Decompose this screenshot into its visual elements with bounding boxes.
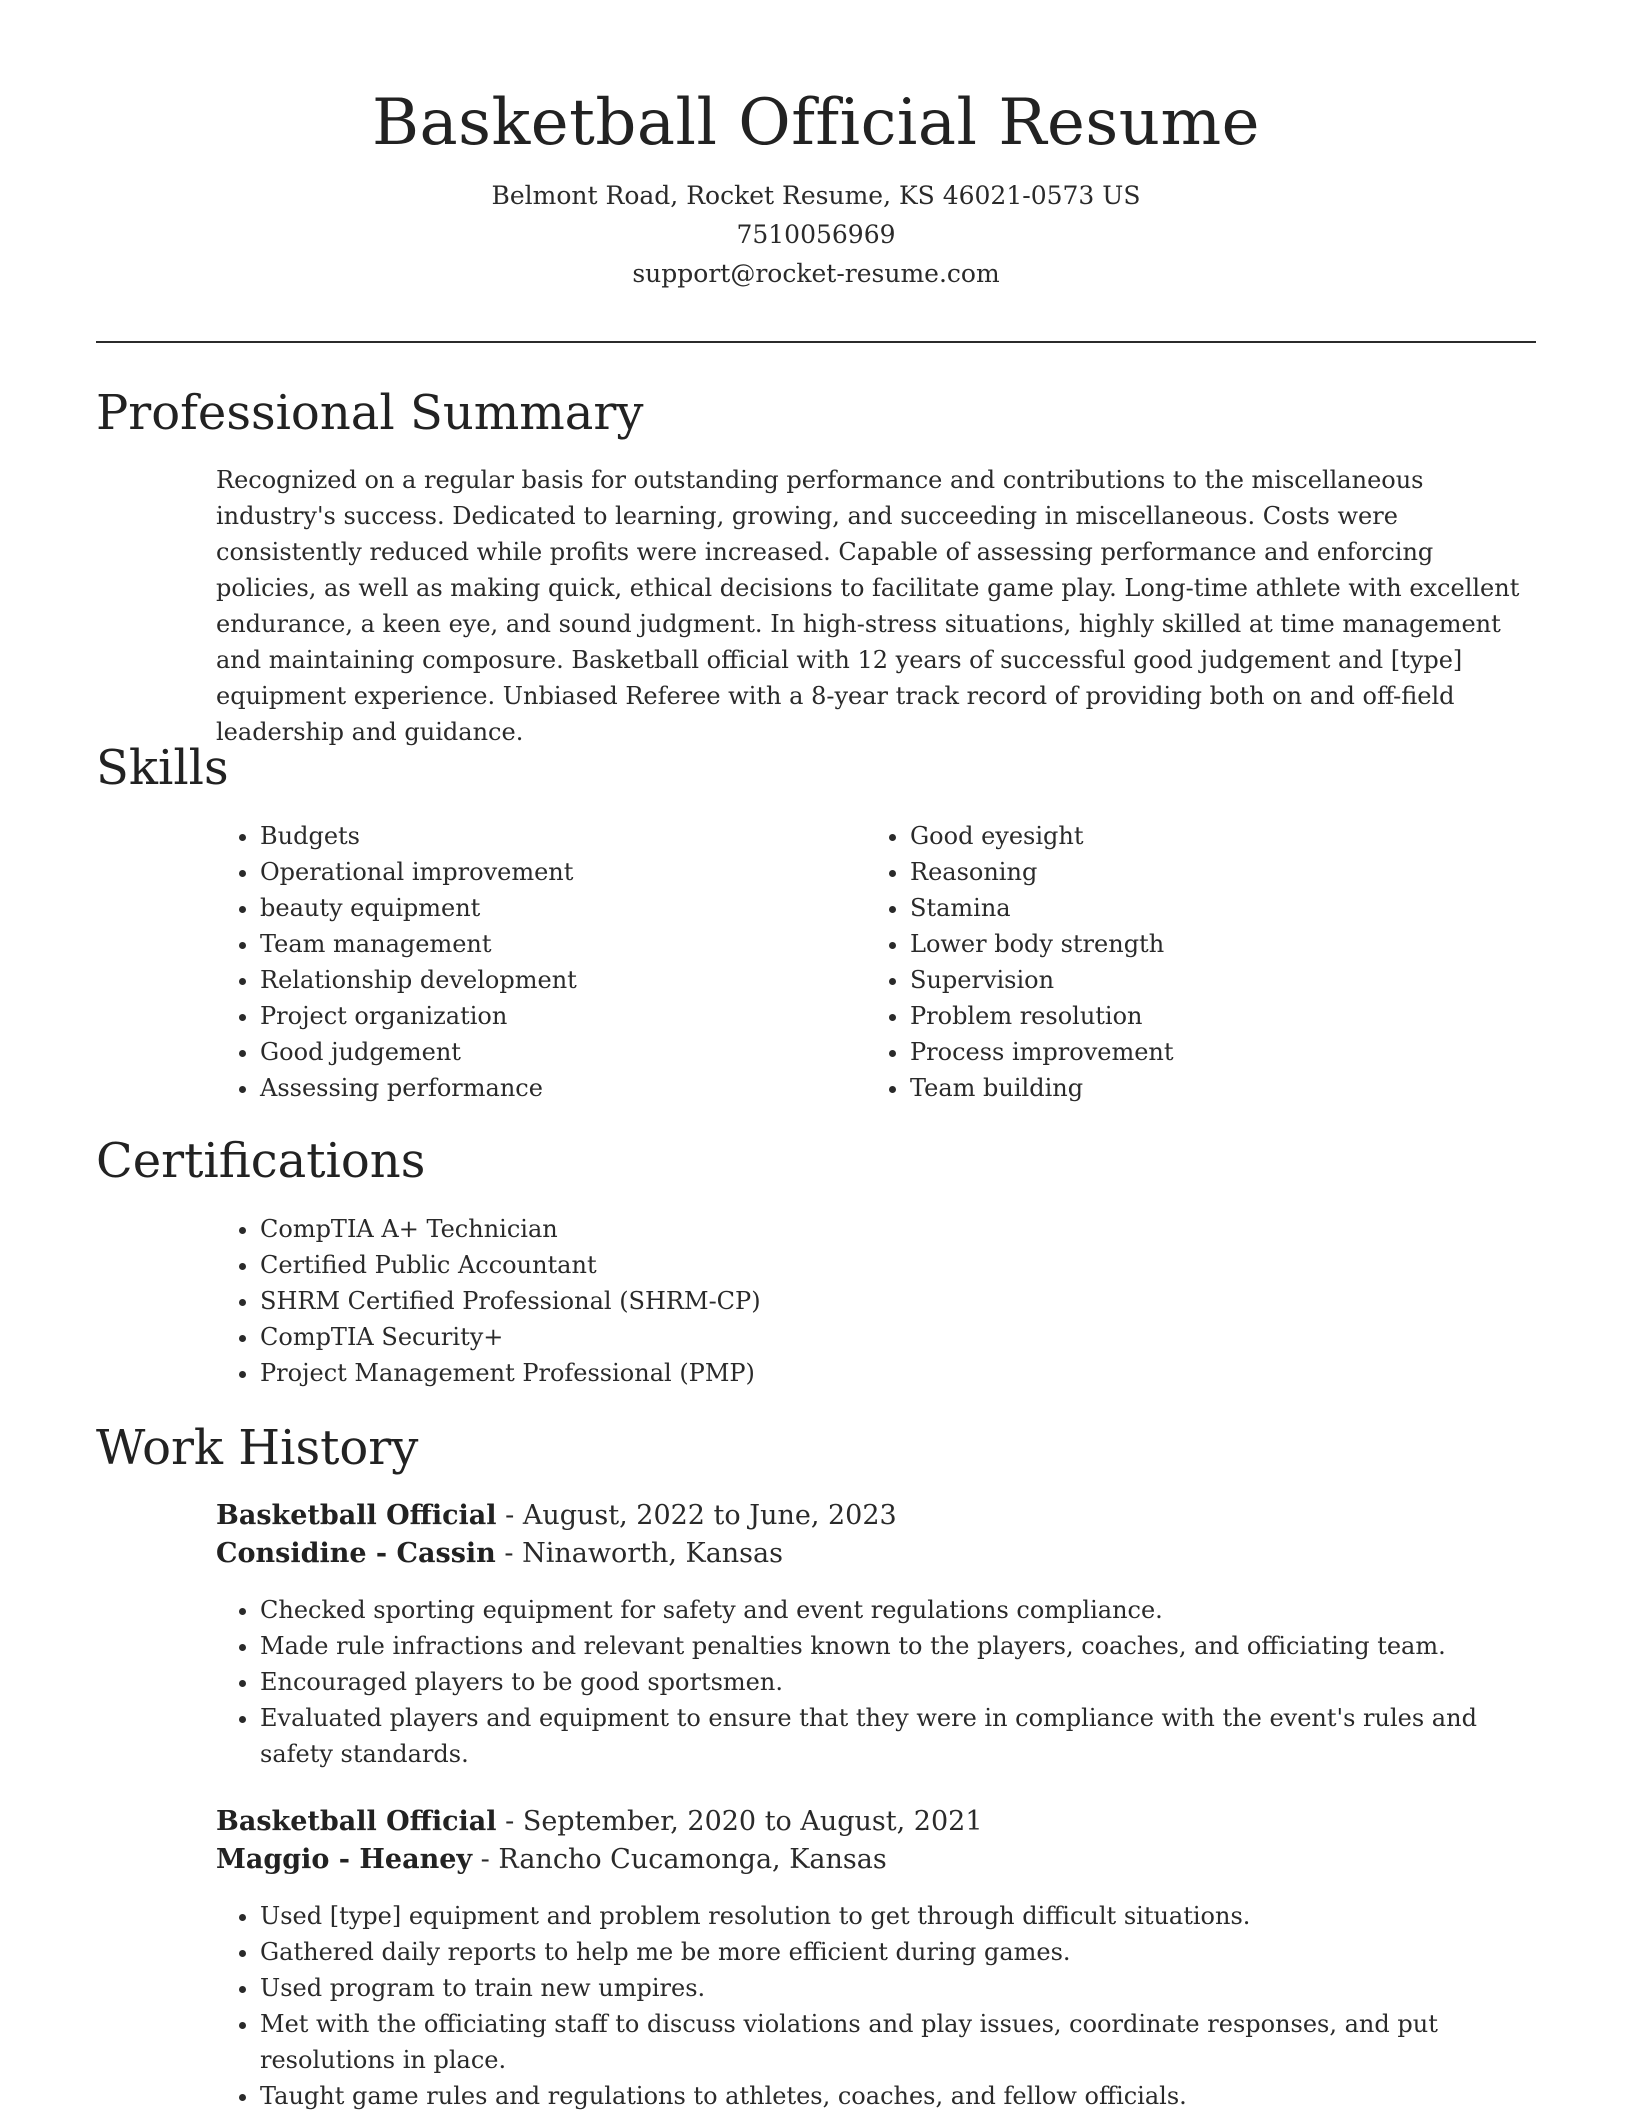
summary-heading: Professional Summary [96, 385, 644, 441]
certifications-block [216, 1211, 1536, 1391]
skill-item: • Reasoning [910, 854, 1466, 890]
header-divider [96, 341, 1536, 343]
job-2-duties-list [216, 1898, 1536, 2114]
duty-item: • Met with the officiating staff to discuss violations and play issues, coordinate responses, and put resolutions in place. [260, 2006, 1536, 2078]
skill-item: • Supervision [910, 962, 1466, 998]
resume-header [96, 80, 1536, 293]
job-title: Basketball Official [216, 1806, 497, 1837]
job-1-duties-list [216, 1592, 1536, 1772]
contact-email: support@rocket-resume.com [632, 259, 1000, 288]
certifications-list [216, 1211, 1536, 1391]
skill-item: • Relationship development [260, 962, 816, 998]
job-2-header [216, 1803, 1536, 1879]
duty-item: • Made rule infractions and relevant penalties known to the players, coaches, and officiating team. [260, 1628, 1536, 1664]
skill-item: • Team building [910, 1070, 1466, 1106]
skills-list-right [866, 818, 1466, 1106]
contact-phone: 7510056969 [736, 220, 896, 249]
duty-item: • Checked sporting equipment for safety and event regulations compliance. [260, 1592, 1536, 1628]
skill-item: • beauty equipment [260, 890, 816, 926]
skills-heading: Skills [96, 740, 229, 796]
work-history-heading: Work History [96, 1420, 419, 1476]
skill-item: • Operational improvement [260, 854, 816, 890]
job-2-duties [216, 1898, 1536, 2114]
job-location: - Ninaworth, Kansas [495, 1538, 783, 1569]
certifications-heading: Certifications [96, 1133, 426, 1189]
skill-item: • Budgets [260, 818, 816, 854]
job-1-header [216, 1497, 1536, 1573]
certification-item: • Project Management Professional (PMP) [260, 1355, 1536, 1391]
skill-item: • Project organization [260, 998, 816, 1034]
job-1-title-line [216, 1497, 1536, 1535]
skills-column-left [216, 818, 816, 1106]
skills-column-right [866, 818, 1466, 1106]
certification-item: • SHRM Certified Professional (SHRM-CP) [260, 1283, 1536, 1319]
job-2-title-line [216, 1803, 1536, 1841]
duty-item: • Taught game rules and regulations to athletes, coaches, and fellow officials. [260, 2078, 1536, 2114]
job-dates: - August, 2022 to June, 2023 [496, 1500, 897, 1531]
job-dates: - September, 2020 to August, 2021 [496, 1806, 983, 1837]
skill-item: • Problem resolution [910, 998, 1466, 1034]
job-title: Basketball Official [216, 1500, 497, 1531]
skill-item: • Good eyesight [910, 818, 1466, 854]
skills-list-left [216, 818, 816, 1106]
job-1-company-line [216, 1535, 1536, 1573]
duty-item: • Used program to train new umpires. [260, 1970, 1536, 2006]
skill-item: • Team management [260, 926, 816, 962]
job-location: - Rancho Cucamonga, Kansas [472, 1844, 887, 1875]
skill-item: • Lower body strength [910, 926, 1466, 962]
skill-item: • Assessing performance [260, 1070, 816, 1106]
duty-item: • Evaluated players and equipment to ensure that they were in compliance with the event's rules and safety standards. [260, 1700, 1536, 1772]
duty-item: • Encouraged players to be good sportsmen. [260, 1664, 1536, 1700]
contact-info [96, 176, 1536, 293]
job-company: Maggio - Heaney [216, 1844, 473, 1875]
duty-item: • Gathered daily reports to help me be more efficient during games. [260, 1934, 1536, 1970]
job-company: Considine - Cassin [216, 1538, 496, 1569]
duty-item: • Used [type] equipment and problem resolution to get through difficult situations. [260, 1898, 1536, 1934]
certification-item: • Certified Public Accountant [260, 1247, 1536, 1283]
certification-item: • CompTIA A+ Technician [260, 1211, 1536, 1247]
skill-item: • Stamina [910, 890, 1466, 926]
skill-item: • Process improvement [910, 1034, 1466, 1070]
skill-item: • Good judgement [260, 1034, 816, 1070]
summary-text: Recognized on a regular basis for outstanding performance and contributions to the miscellaneous industry's success. Dedicated to learning, growing, and succeeding in miscellaneous. Costs were consistently reduced while profits were increased. Capable of assessing performance and enforcing policies, as well as making quick, ethical decisions to facilitate game play. Long-time athlete with excellent endurance, a keen eye, and sound judgment. In high-stress situations, highly skilled at time management and maintaining composure. Basketball official with 12 years of successful good judgement and [type] equipment experience. Unbiased Referee with a 8-year track record of providing both on and off-field leadership and guidance. [216, 466, 1520, 746]
job-1-duties [216, 1592, 1536, 1772]
certification-item: • CompTIA Security+ [260, 1319, 1536, 1355]
contact-address: Belmont Road, Rocket Resume, KS 46021-0573 US [491, 181, 1141, 210]
resume-title: Basketball Official Resume [371, 86, 1261, 160]
job-2-company-line [216, 1841, 1536, 1879]
